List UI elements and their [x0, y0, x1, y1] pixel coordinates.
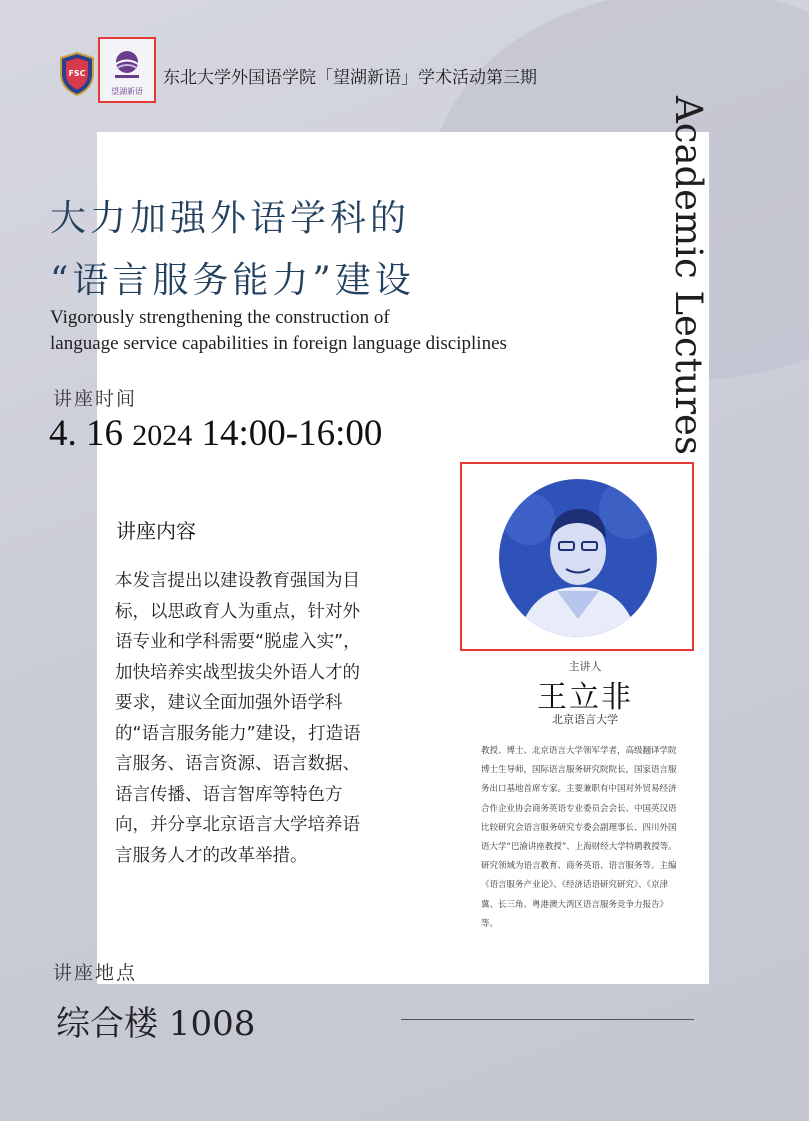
speaker-photo-frame — [460, 462, 694, 651]
speaker-bio: 教授、博士、北京语言大学领军学者，高级翻译学院博士生导师，国际语言服务研究院院长，国家语言服务出口基地首席专家。主要兼职有中国对外贸易经济合作企业协会商务英语专业委员会会长、中国英汉语比较研究会语言服务研究专委会副理事长、四川外国语大学“巴渝讲座教授”、上海财经大学特聘教授等。研究领域为语言教育、商务英语、语言服务等。主编《语言服务产业论》、《经济话语研究研究》、《京津冀、长三角、粤港澳大湾区语言服务竞争力报告》等。 — [481, 746, 677, 929]
lecture-title-cn-line1: 大力加强外语学科的 — [50, 198, 411, 239]
university-shield-icon — [59, 52, 95, 96]
time-label: 讲座时间 — [53, 388, 138, 410]
wanghu-xinyu-logo — [98, 37, 156, 103]
lecture-title-en-line2: language service capabilities in foreign language disciplines — [50, 333, 507, 354]
venue-value: 综合楼 1008 — [56, 1004, 256, 1044]
lecture-title-en-line1: Vigorously strengthening the construction of — [50, 307, 390, 328]
speaker-name: 王立非 — [537, 680, 633, 715]
side-title: Academic Lectures — [667, 96, 710, 455]
svg-text:FSC: FSC — [68, 69, 86, 78]
time-date: 4. 16 — [49, 413, 133, 454]
lecture-title-cn-line2: “语言服务能力”建设 — [50, 260, 415, 301]
header-title: 东北大学外国语学院「望湖新语」学术活动第三期 — [163, 68, 537, 88]
content-body: 本发言提出以建设教育强国为目标，以思政育人为重点，针对外语专业和学科需要“脱虚入实”，加快培养实战型拔尖外语人才的要求，建议全面加强外语学科的“语言服务能力”建设，打造语言服务、语言资源、语言数据、语言传播、语言智库等特色方向，并分享北京语言大学培养语言服务人才的改革举措。 — [115, 571, 361, 866]
divider-line — [401, 1019, 694, 1020]
time-value — [49, 412, 382, 455]
speaker-affiliation: 北京语言大学 — [552, 713, 618, 726]
speaker-photo — [499, 479, 657, 637]
content-heading: 讲座内容 — [116, 519, 196, 543]
time-hours: 14:00-16:00 — [192, 413, 383, 454]
speaker-role: 主讲人 — [568, 660, 602, 673]
venue-label: 讲座地点 — [53, 962, 138, 984]
lecture-title-en — [50, 305, 610, 357]
logo-caption: 望湖新语 — [111, 87, 143, 96]
time-year: 2024 — [132, 419, 193, 452]
